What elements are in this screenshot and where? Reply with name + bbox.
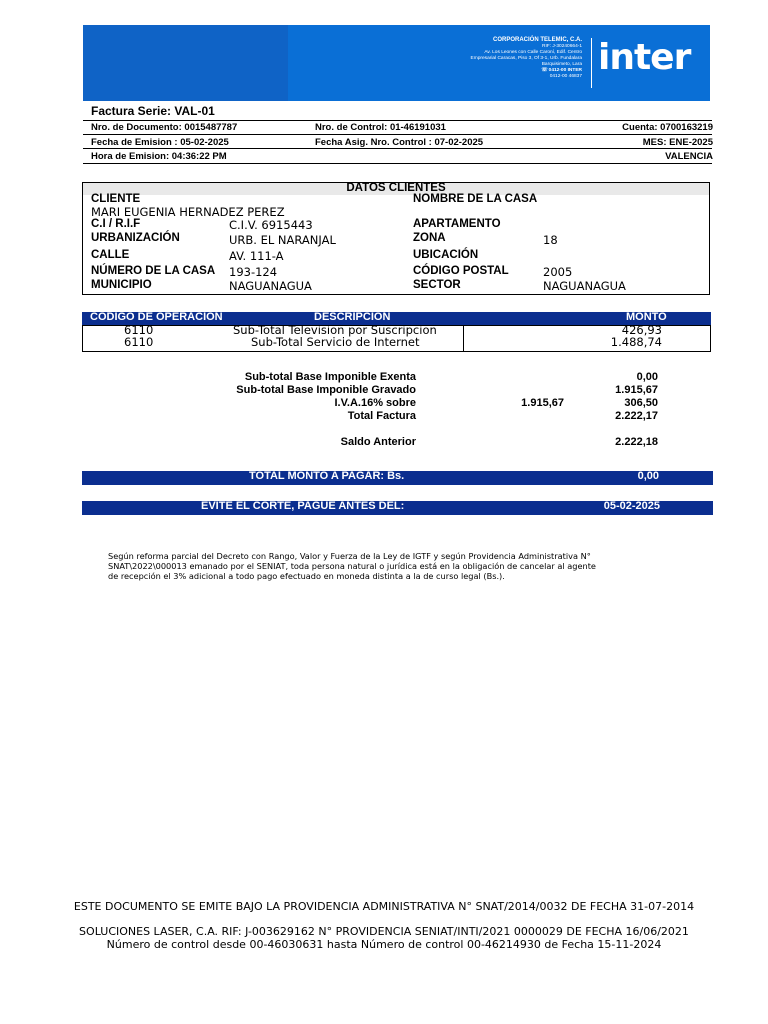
iva-base: 1.915,67	[521, 397, 564, 409]
fecha-emision: Fecha de Emision : 05-02-2025	[91, 137, 229, 148]
gravado-value: 1.915,67	[615, 384, 658, 396]
service-row-2-desc: Sub-Total Servicio de Internet	[251, 335, 420, 349]
client-title: DATOS CLIENTES	[346, 182, 446, 194]
iva-label: I.V.A.16% sobre	[334, 397, 416, 409]
total-a-pagar-label: TOTAL MONTO A PAGAR: Bs.	[249, 470, 405, 482]
ubicacion-label: UBICACIÓN	[413, 249, 479, 261]
exenta-label: Sub-total Base Imponible Exenta	[244, 371, 416, 383]
header-rule-1	[83, 134, 712, 135]
municipio-value: NAGUANAGUA	[229, 279, 312, 293]
exenta-value: 0,00	[636, 371, 658, 383]
footer-numero-control: Número de control desde 00-46030631 hasta Número de control 00-46214930 de Fecha 15-11-2024	[106, 938, 662, 951]
iva-value: 306,50	[624, 397, 658, 409]
saldo-anterior-value: 2.222,18	[615, 436, 658, 448]
company-name: CORPORACIÓN TELEMIC, C.A.	[492, 37, 582, 43]
cliente-label: CLIENTE	[91, 193, 141, 205]
calle-value: AV. 111-A	[229, 249, 284, 263]
header-banner	[83, 25, 710, 101]
hora-emision: Hora de Emision: 04:36:22 PM	[91, 151, 227, 162]
calle-label: CALLE	[91, 249, 130, 261]
total-a-pagar-value: 0,00	[637, 470, 659, 482]
fecha-asig-control: Fecha Asig. Nro. Control : 07-02-2025	[315, 137, 484, 148]
company-info	[422, 36, 582, 80]
company-address-2: Empresarial Caracas, Piso 3, Of 3-1, Urb. Fundalara	[470, 56, 582, 61]
logo-divider	[591, 38, 592, 88]
municipio-label: MUNICIPIO	[91, 279, 152, 291]
urbanizacion-label: URBANIZACIÓN	[91, 232, 180, 244]
legal-line-3: de recepción el 3% adicional a todo pago efectuado en moneda distinta a la de curso legal (Bs.).	[108, 571, 505, 581]
ci-label: C.I / R.I.F	[91, 218, 141, 230]
nro-control: Nro. de Control: 01-46191031	[315, 122, 446, 133]
legal-line-2: SNAT\2022\000013 emanado por el SENIAT, toda persona natural o jurídica está en la obligación de cancelar al agente	[108, 561, 596, 571]
ci-value: C.I.V. 6915443	[229, 218, 313, 232]
header-rule-3	[83, 163, 712, 164]
numero-casa-label: NÚMERO DE LA CASA	[91, 265, 216, 277]
evite-corte-label: EVITE EL CORTE, PAGUE ANTES DEL:	[201, 500, 405, 512]
legal-line-1: Según reforma parcial del Decreto con Rango, Valor y Fuerza de la Ley de IGTF y según Providencia Administrativa N°	[108, 551, 591, 561]
company-city: Barquisimeto, Lara	[541, 62, 582, 67]
footer-providencia: ESTE DOCUMENTO SE EMITE BAJO LA PROVIDENCIA ADMINISTRATIVA N° SNAT/2014/0032 DE FECHA 31-07-2014	[73, 900, 695, 913]
zona-value: 18	[543, 233, 558, 247]
urbanizacion-value: URB. EL NARANJAL	[229, 233, 336, 247]
cuenta: Cuenta: 0700163219	[622, 122, 713, 133]
total-factura-value: 2.222,17	[615, 410, 658, 422]
company-phone-1: ☏ 0412-00 INTER	[541, 68, 582, 73]
total-a-pagar-bar	[82, 471, 713, 485]
ciudad: VALENCIA	[665, 151, 713, 162]
sector-label: SECTOR	[413, 279, 461, 291]
evite-corte-bar	[82, 501, 713, 515]
numero-casa-value: 193-124	[229, 265, 278, 279]
company-rif: RIF: J-30240664-1	[542, 44, 582, 49]
nombre-casa-label: NOMBRE DE LA CASA	[413, 193, 538, 205]
header-rule-2	[83, 148, 712, 149]
evite-corte-date: 05-02-2025	[603, 500, 660, 512]
gravado-label: Sub-total Base Imponible Gravado	[236, 384, 416, 396]
mes: MES: ENE-2025	[642, 137, 713, 148]
service-row-2-code: 6110	[124, 335, 154, 349]
service-row-1-amount: 426,93	[621, 323, 662, 337]
invoice-serie: Factura Serie: VAL-01	[91, 104, 215, 118]
legal-notice	[108, 551, 668, 581]
company-phone-2: 0412-00 46837	[549, 74, 582, 79]
services-divider	[463, 326, 464, 352]
saldo-anterior-label: Saldo Anterior	[340, 436, 416, 448]
codigo-postal-value: 2005	[543, 265, 573, 279]
inter-logo: inter	[598, 37, 691, 78]
banner-shade	[83, 25, 288, 101]
total-factura-label: Total Factura	[347, 410, 416, 422]
zona-label: ZONA	[413, 232, 446, 244]
service-row-1-code: 6110	[124, 323, 154, 337]
header-rule-top	[83, 120, 712, 121]
apartamento-label: APARTAMENTO	[413, 218, 501, 230]
footer-soluciones-laser: SOLUCIONES LASER, C.A. RIF: J-003629162 N° PROVIDENCIA SENIAT/INTI/2021 0000029 DE FECHA 16/06/2021	[79, 925, 689, 938]
header-monto: MONTO	[626, 311, 667, 323]
service-row-1-desc: Sub-Total Television por Suscripcion	[233, 323, 437, 337]
sector-value: NAGUANAGUA	[543, 279, 626, 293]
cliente-value: MARI EUGENIA HERNADEZ PEREZ	[91, 205, 285, 219]
codigo-postal-label: CÓDIGO POSTAL	[413, 265, 509, 277]
header-codigo: CÓDIGO DE OPERACIÓN	[90, 311, 223, 323]
company-address-1: Av. Los Leones con Calle Caroní, Edif. Centro	[484, 50, 582, 55]
service-row-2-amount: 1.488,74	[610, 335, 662, 349]
header-descripcion: DESCRIPCIÓN	[314, 311, 391, 323]
nro-documento: Nro. de Documento: 0015487787	[91, 122, 238, 133]
